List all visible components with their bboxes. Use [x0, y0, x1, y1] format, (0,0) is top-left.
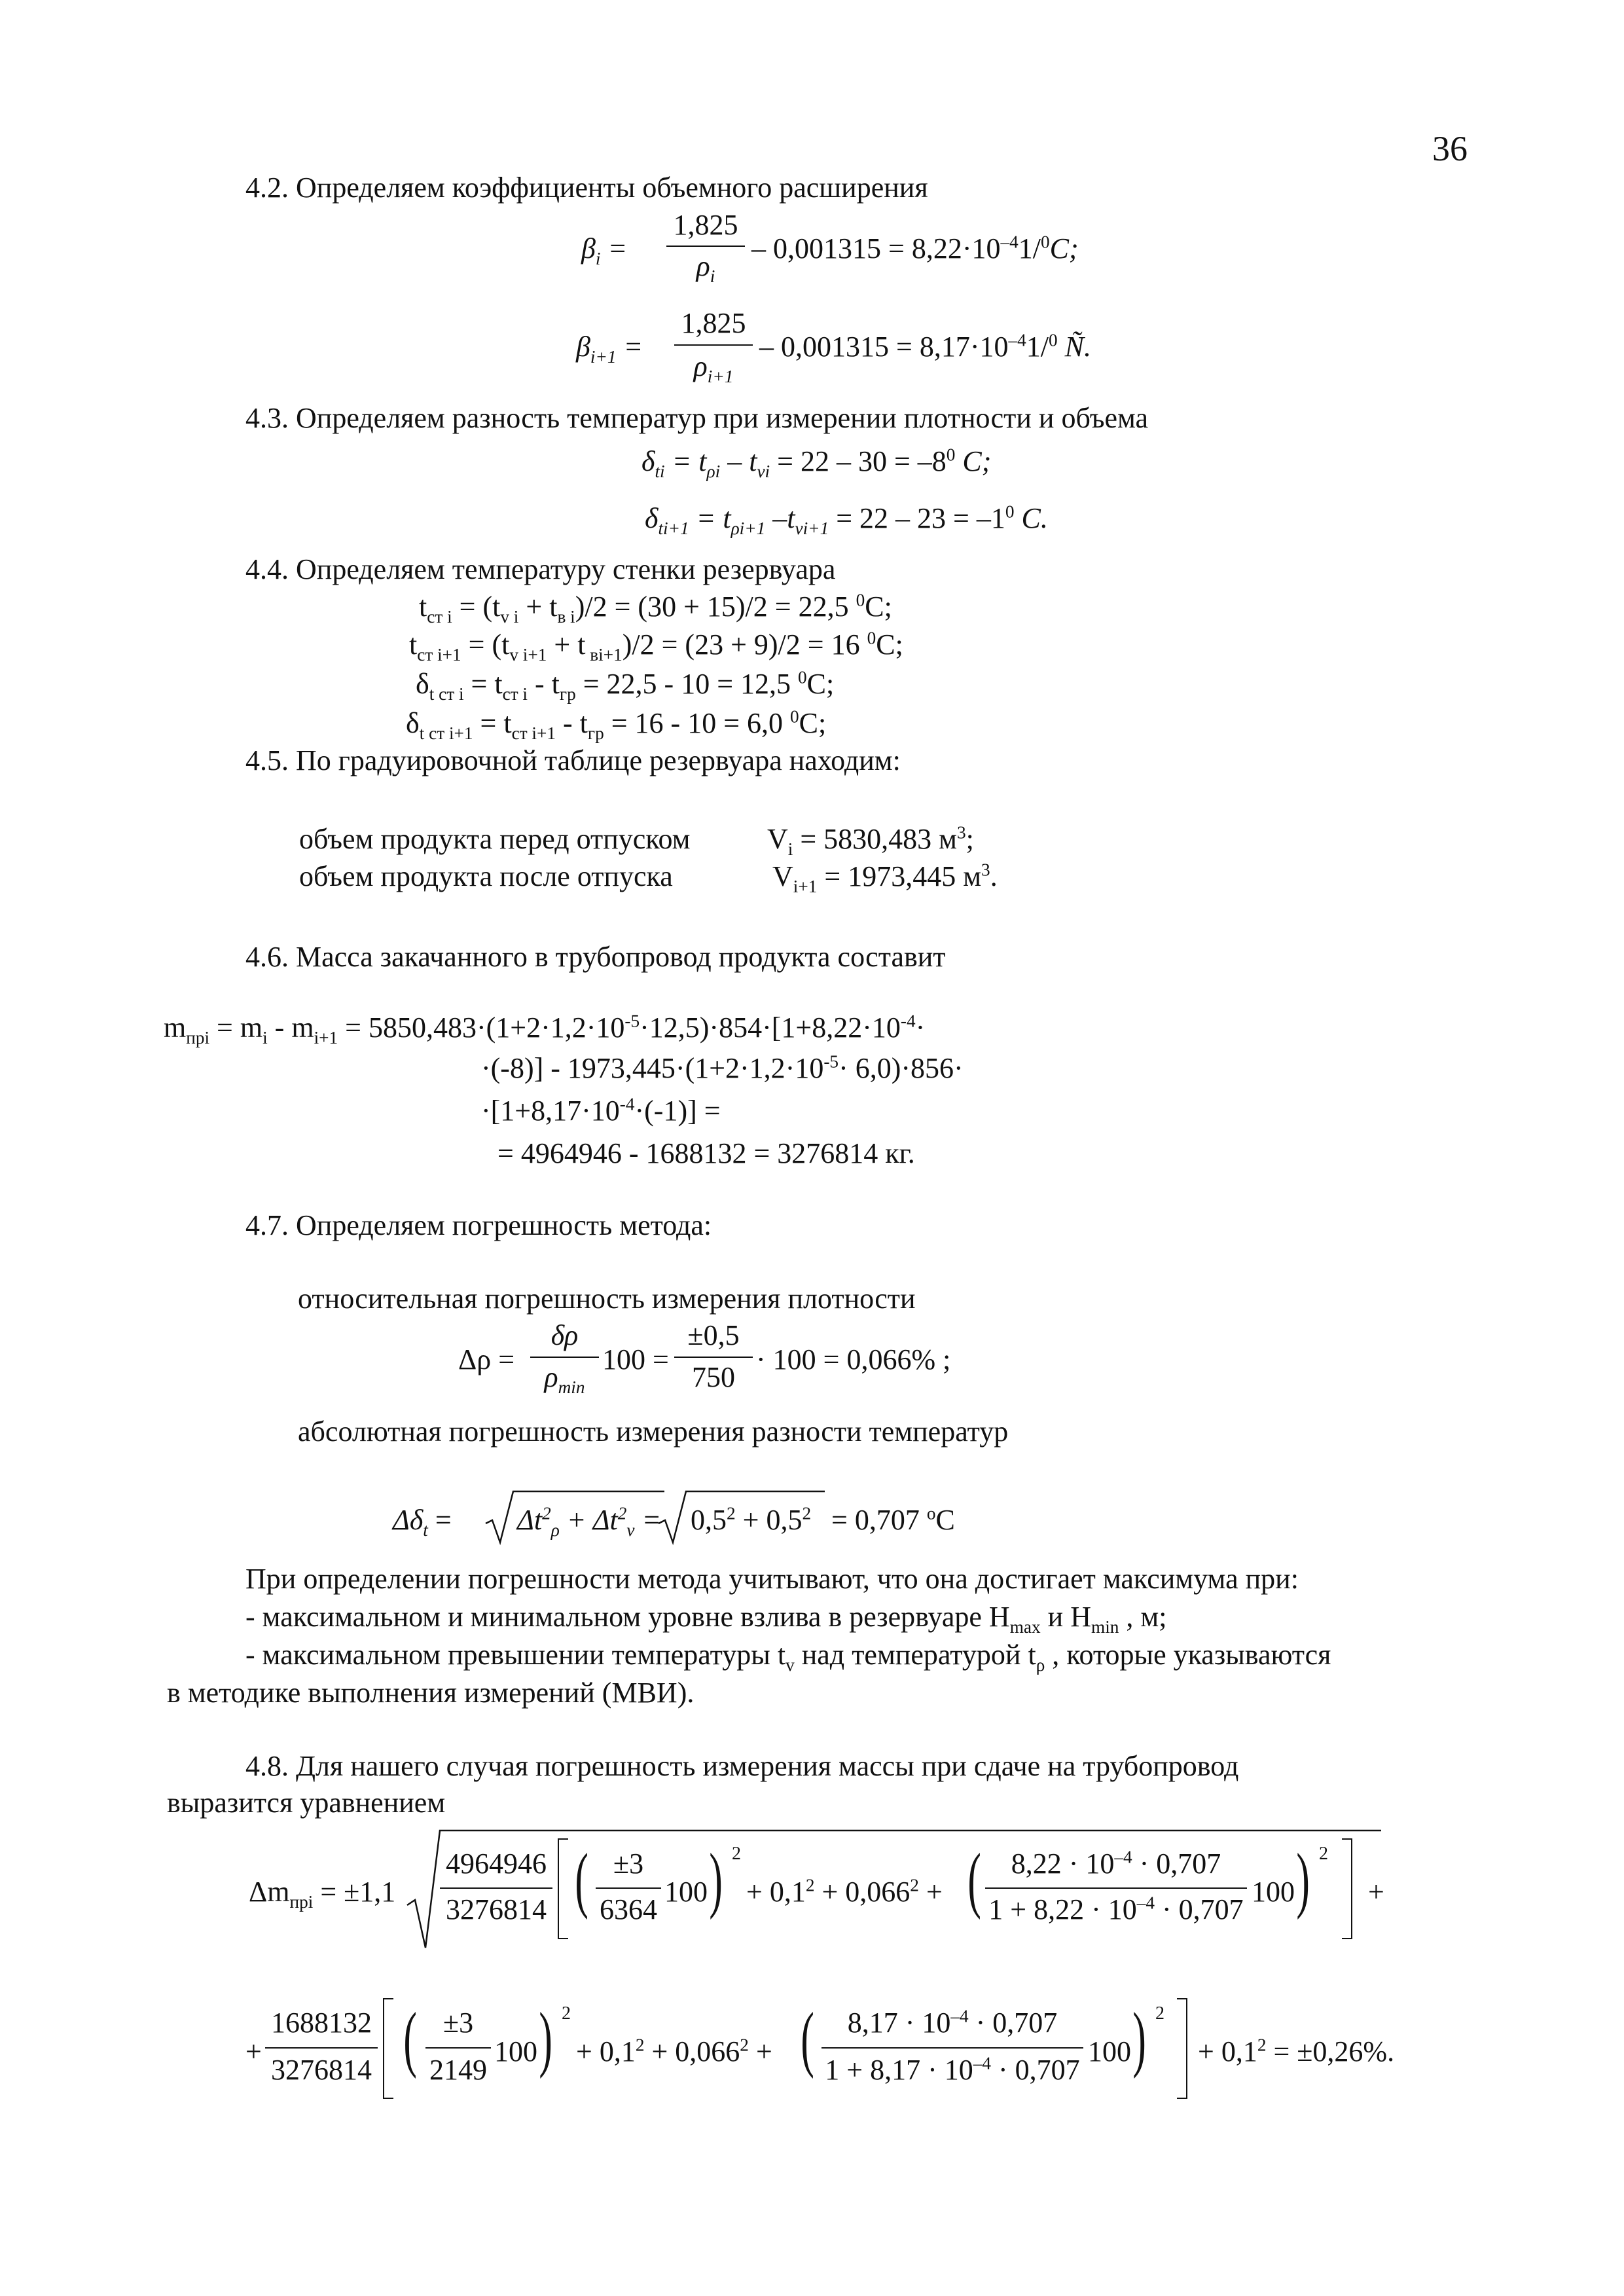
heading-4-7: 4.7. Определяем погрешность метода: [245, 1209, 712, 1241]
volume-before-label: объем продукта перед отпуском [299, 823, 691, 855]
heading-4-6: 4.6. Масса закачанного в трубопровод продукта составит [245, 941, 946, 973]
mass-line-1: $m_{прi} = m_i - m_{i+1} = 5850,483\cdot(1+2\cdot 1,2\cdot 10^{-5}\cdot 12,5)\cdot 854\cdot[1+8,22\cdot 10^{-4}\cdot$ [164, 1011, 926, 1048]
mass-line-2: $\cdot(-8)] - 1973,445\cdot(1+2\cdot 1,2\cdot 10^{-5}\cdot 6,0)\cdot 856\cdot$ [481, 1051, 964, 1084]
page-number: 36 [1432, 129, 1468, 168]
heading-4-5: 4.5. По градуировочной таблице резервуара находим: [245, 744, 901, 776]
wall-temp-line-4: $\delta_{t ст i+1} = t_{ст i+1} - t_{гр} = 16 - 10 = 6,0$ $^0$C; [406, 706, 827, 743]
mass-line-3: $\cdot[1+8,17\cdot 10^{-4}\cdot(-1)]$ = [481, 1094, 721, 1127]
paragraph-line-4: в методике выполнения измерений (МВИ). [167, 1677, 695, 1709]
rel-error-label: относительная погрешность измерения плотности [298, 1283, 916, 1315]
volume-after-label: объем продукта после отпуска [299, 860, 673, 892]
mass-line-4: = 4964946 - 1688132 = 3276814 кг. [497, 1137, 915, 1169]
paragraph-line-2: - максимальном и минимальном уровне взлива в резервуаре $H_{max}$ и $H_{min}$ , м; [245, 1601, 1167, 1637]
paragraph-line-1: При определении погрешности метода учитывают, что она достигает максимума при: [245, 1563, 1299, 1595]
heading-4-8-line-1: 4.8. Для нашего случая погрешность измерения массы при сдаче на трубопровод [245, 1750, 1239, 1782]
heading-4-3: 4.3. Определяем разность температур при измерении плотности и объема [245, 402, 1149, 434]
wall-temp-line-2: $t_{ст i+1} = (t_{v i+1} + t$ $_{вi+1}$)/2 = (23 + 9)/2 = 16 $^0$C; [409, 628, 903, 665]
wall-temp-line-1: $t_{ст i} = (t_{v i} + t_{в i})/2 = (30 + 15)/2 = 22,5$ $^0$C; [419, 590, 892, 627]
paragraph-line-3: - максимальном превышении температуры $t_v$ над температурой $t_\rho$ , которые указываются [245, 1639, 1331, 1675]
formula-delta-ti1: $\delta_{ti+1} = t_{\rho i+1}$ $-t_{vi+1} = 22 - 23 = -1^0$ C. [645, 501, 1048, 538]
wall-temp-line-3: $\delta_{t ст i} = t_{ст i} - t_{гр} = 22,5 - 10 = 12,5$ $^0$C; [416, 667, 835, 704]
heading-4-8-line-2: выразится уравнением [167, 1787, 446, 1819]
heading-4-4: 4.4. Определяем температуру стенки резервуара [245, 553, 836, 585]
volume-after-value: $V_{i+1} = 1973,445$ $м^3$. [772, 860, 998, 896]
heading-4-2: 4.2. Определяем коэффициенты объемного расширения [245, 172, 928, 204]
volume-before-value: $V_i = 5830,483$ $м^3$; [767, 822, 974, 859]
abs-error-label: абсолютная погрешность измерения разности температур [298, 1415, 1009, 1448]
formula-delta-ti: $\delta_{ti} = t_{\rho i} - t_{vi} = 22 - 30 = -8^0$ C; [641, 445, 992, 481]
